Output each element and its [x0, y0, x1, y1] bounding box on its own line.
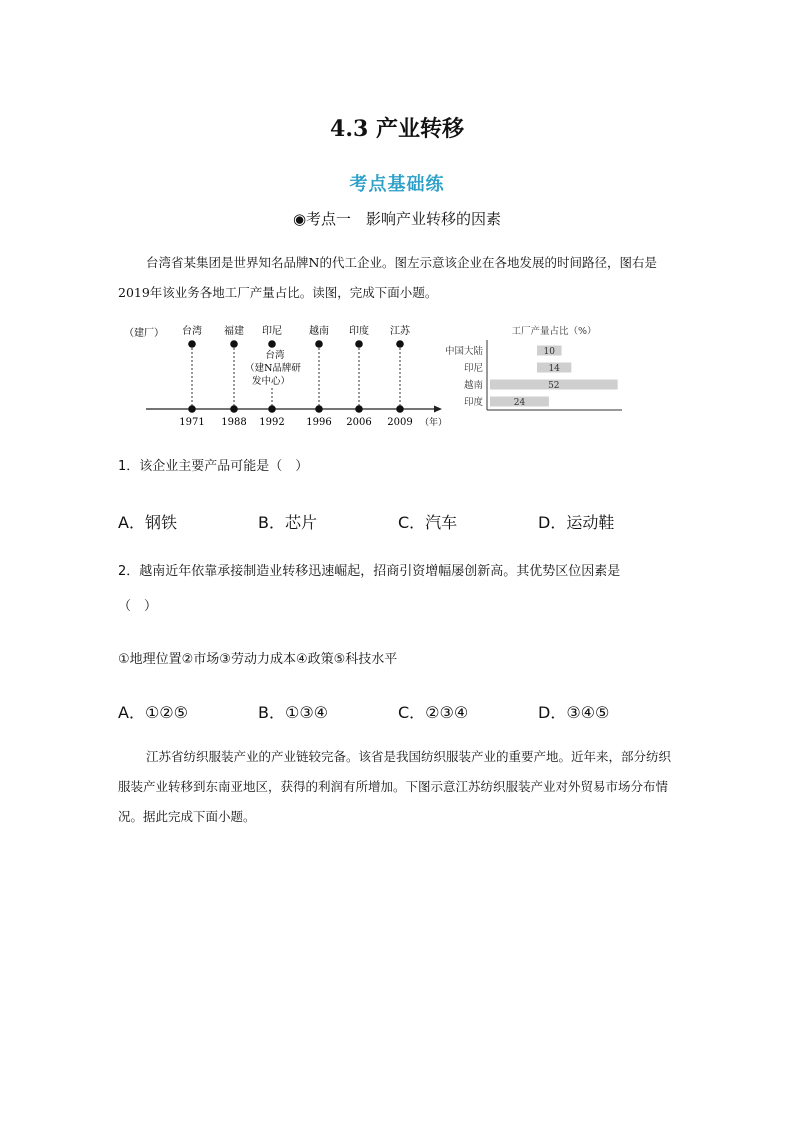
- timeline-year-label: 1996: [306, 417, 332, 428]
- q1-option-c[interactable]: C．汽车: [398, 513, 458, 532]
- timeline-year-label: 2009: [387, 417, 413, 428]
- q1-option-b[interactable]: B．芯片: [258, 513, 317, 532]
- question-2-stem-bracket: （ ）: [118, 599, 158, 614]
- timeline-place-label: 越南: [309, 326, 329, 337]
- output-share-chart: [432, 320, 632, 415]
- timeline-year-label: 2006: [346, 417, 372, 428]
- chart-value-label: 24: [513, 398, 526, 408]
- timeline-place-label: 印度: [349, 326, 369, 337]
- question-1-options: [118, 510, 678, 534]
- timeline-year-dot: [268, 405, 276, 413]
- q2-option-c[interactable]: C．②③④: [398, 703, 469, 722]
- timeline-top-dot: [396, 340, 404, 348]
- timeline-place-label: 福建: [224, 326, 244, 337]
- q1-option-a[interactable]: A．钢铁: [118, 513, 177, 532]
- timeline-place-label: 印尼: [262, 326, 282, 337]
- question-2-stem: 2．越南近年依靠承接制造业转移迅速崛起，招商引资增幅屡创新高。其优势区位因素是: [118, 564, 621, 579]
- subsection-title: ◉考点一 影响产业转移的因素: [292, 210, 502, 228]
- timeline-year-dot: [355, 405, 363, 413]
- chart-value-label: 10: [543, 347, 555, 357]
- timeline-year-label: 1988: [221, 417, 247, 428]
- chart-category-label: 印尼: [463, 363, 483, 374]
- page-title: 4.3 产业转移: [330, 116, 464, 142]
- timeline-build-label: （建厂）: [124, 328, 164, 339]
- timeline-top-dot: [188, 340, 196, 348]
- timeline-year-label: 1992: [259, 417, 285, 428]
- timeline-year-dot: [315, 405, 323, 413]
- q2-option-d[interactable]: D．③④⑤: [538, 703, 610, 722]
- intro-paragraph-2: 江苏省纺织服装产业的产业链较完备。该省是我国纺织服装产业的重要产地。近年来，部分纺织服装产业转移到东南亚地区，获得的利润有所增加。下图示意江苏纺织服装产业对外贸易市场分布情况。据此完成下面小题。: [118, 749, 672, 824]
- question-1-stem: 1．该企业主要产品可能是（ ）: [118, 459, 309, 474]
- timeline-top-dot: [315, 340, 323, 348]
- timeline-place-label: 江苏: [390, 326, 410, 337]
- timeline-note-line2: （建N品牌研: [245, 363, 301, 374]
- intro-paragraph-1: 台湾省某集团是世界知名品牌N的代工企业。图左示意该企业在各地发展的时间路径，图右是2019年该业务各地工厂产量占比。读图，完成下面小题。: [118, 255, 657, 300]
- q1-option-d[interactable]: D．运动鞋: [538, 513, 615, 532]
- timeline-note-line1: 台湾: [265, 350, 285, 361]
- chart-value-label: 52: [548, 381, 560, 391]
- chart-title: 工厂产量占比（%）: [511, 326, 597, 337]
- timeline-year-unit: （年）: [420, 418, 448, 428]
- question-2-factors: ①地理位置②市场③劳动力成本④政策⑤科技水平: [118, 652, 398, 667]
- chart-value-label: 14: [548, 364, 560, 374]
- timeline-year-dot: [230, 405, 238, 413]
- section-title: 考点基础练: [349, 174, 445, 195]
- chart-category-label: 越南: [463, 380, 483, 391]
- q2-option-a[interactable]: A．①②⑤: [118, 703, 188, 722]
- timeline-place-label: 台湾: [182, 326, 202, 337]
- q2-option-b[interactable]: B．①③④: [258, 703, 329, 722]
- timeline-year-label: 1971: [179, 417, 205, 428]
- timeline-year-dot: [188, 405, 196, 413]
- timeline-year-dot: [396, 405, 404, 413]
- timeline-figure: [118, 318, 448, 433]
- timeline-top-dot: [268, 340, 276, 348]
- timeline-top-dot: [355, 340, 363, 348]
- timeline-top-dot: [230, 340, 238, 348]
- timeline-note-line3: 发中心）: [251, 376, 291, 387]
- question-2-options: [118, 700, 678, 724]
- chart-category-label: 印度: [463, 397, 483, 408]
- chart-category-label: 中国大陆: [444, 346, 483, 357]
